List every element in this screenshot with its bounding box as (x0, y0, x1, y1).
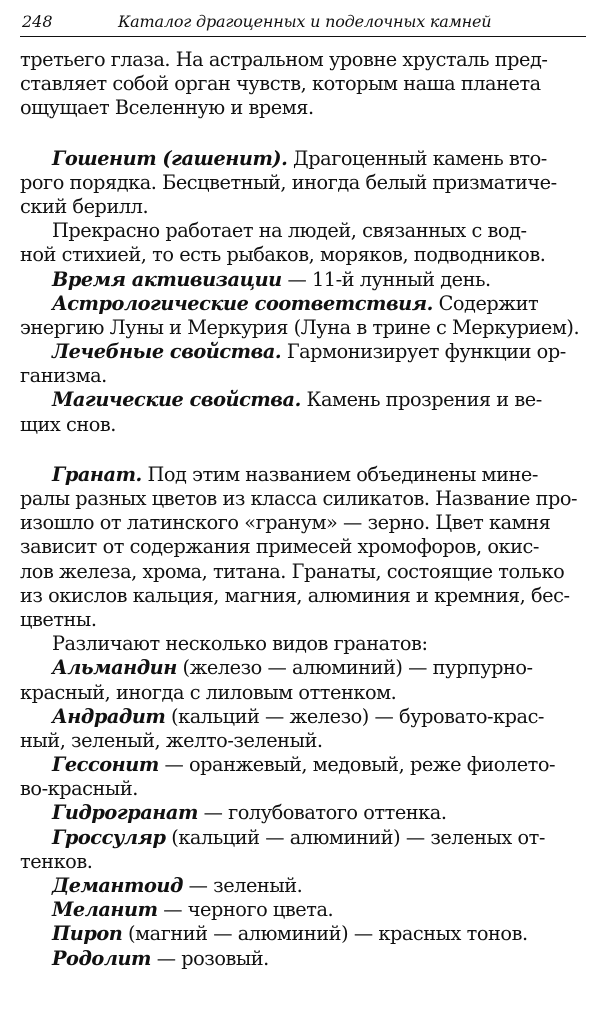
text-line: третьего глаза. На астральном уровне хрусталь пред- (20, 48, 548, 71)
text-run: Под этим названием объединены мине- (141, 462, 538, 486)
variety-line (20, 947, 586, 971)
text-line: ставляет собой орган чувств, которым наша планета (20, 72, 541, 96)
healing-line (20, 340, 586, 364)
variety-name: Гессонит (52, 753, 159, 777)
variety-name: Гидрогранат (52, 801, 198, 825)
running-header (20, 6, 586, 37)
variety-line (20, 753, 586, 777)
text-line: щих снов. (20, 412, 116, 436)
text-line: красный, иногда с лиловым оттенком. (20, 680, 397, 704)
text-line: ный, зеленый, желто-зеленый. (20, 728, 323, 752)
variety-name: Андрадит (52, 704, 166, 728)
text-run: — оранжевый, медовый, реже фиолето- (158, 753, 556, 777)
variety-name: Гроссуляр (52, 825, 166, 849)
text-line: Прекрасно работает на людей, связанных с вод- (52, 219, 527, 243)
text-line: ганизма. (20, 364, 107, 388)
spacer (20, 437, 586, 463)
variety-name: Демантоид (52, 874, 183, 897)
text-line: изошло от латинского «гранум» — зерно. Цвет камня (20, 511, 551, 535)
healing-label: Лечебные свойства. (52, 340, 282, 364)
text-line: зависит от содержания примесей хромофоров, окис- (20, 535, 539, 559)
variety-line (20, 826, 586, 850)
astro-line (20, 292, 586, 316)
text-run: (кальций — алюминий) — зеленых от- (165, 825, 545, 849)
text-line: ной стихией, то есть рыбаков, моряков, подводников. (20, 243, 546, 267)
body-text (20, 48, 586, 971)
variety-line (20, 801, 586, 825)
variety-line (20, 898, 586, 922)
variety-line (20, 874, 586, 898)
variety-line (20, 705, 586, 729)
text-line: цветны. (20, 607, 97, 631)
astro-label: Астрологические соответствия. (52, 291, 433, 315)
spacer (20, 121, 586, 147)
text-line: лов железа, хрома, титана. Гранаты, состоящие только (20, 559, 565, 583)
variety-line (20, 922, 586, 946)
running-title: Каталог драгоценных и поделочных камней (118, 12, 492, 31)
entry-term: Гранат. (52, 462, 142, 486)
text-line: тенков. (20, 849, 93, 873)
text-run: — черного цвета. (157, 898, 334, 922)
text-run: Содержит (432, 291, 539, 315)
variety-name: Пироп (52, 922, 123, 946)
text-run: — голубоватого оттенка. (197, 801, 447, 825)
text-run: Драгоценный камень вто- (287, 146, 547, 170)
text-line: из окислов кальция, магния, алюминия и кремния, бес- (20, 583, 570, 607)
variety-name: Родолит (52, 946, 152, 970)
text-run: (кальций — железо) — буровато-крас- (165, 704, 544, 728)
text-run: Камень прозрения и ве- (300, 388, 542, 412)
text-run: — 11-й лунный день. (281, 267, 491, 291)
magic-label: Магические свойства. (52, 388, 301, 412)
magic-line (20, 388, 586, 412)
text-line: ощущает Вселенную и время. (20, 96, 314, 120)
text-line: ралы разных цветов из класса силикатов. Название про- (20, 487, 578, 510)
variety-name: Меланит (52, 898, 158, 922)
text-line: Различают несколько видов гранатов: (52, 632, 428, 656)
activation-line (20, 268, 586, 292)
text-run: — розовый. (151, 946, 269, 970)
text-line: во-красный. (20, 777, 138, 801)
activation-label: Время активизации (52, 267, 282, 291)
text-run: (железо — алюминий) — пурпурно- (176, 656, 533, 680)
page-number: 248 (22, 12, 53, 31)
variety-line (20, 656, 586, 680)
variety-name: Альмандин (52, 656, 177, 680)
text-run: (магний — алюминий) — красных тонов. (122, 922, 528, 946)
text-line: энергию Луны и Меркурия (Луна в трине с Меркурием). (20, 315, 580, 339)
entry-term: Гошенит (гашенит). (52, 146, 288, 170)
text-run: — зеленый. (182, 874, 303, 897)
text-line: рого порядка. Бесцветный, иногда белый призматиче- (20, 170, 557, 194)
entry-goshenit-line (20, 147, 586, 171)
entry-granat-line (20, 463, 586, 487)
text-run: Гармонизирует функции ор- (281, 340, 566, 364)
text-line: ский берилл. (20, 194, 149, 218)
